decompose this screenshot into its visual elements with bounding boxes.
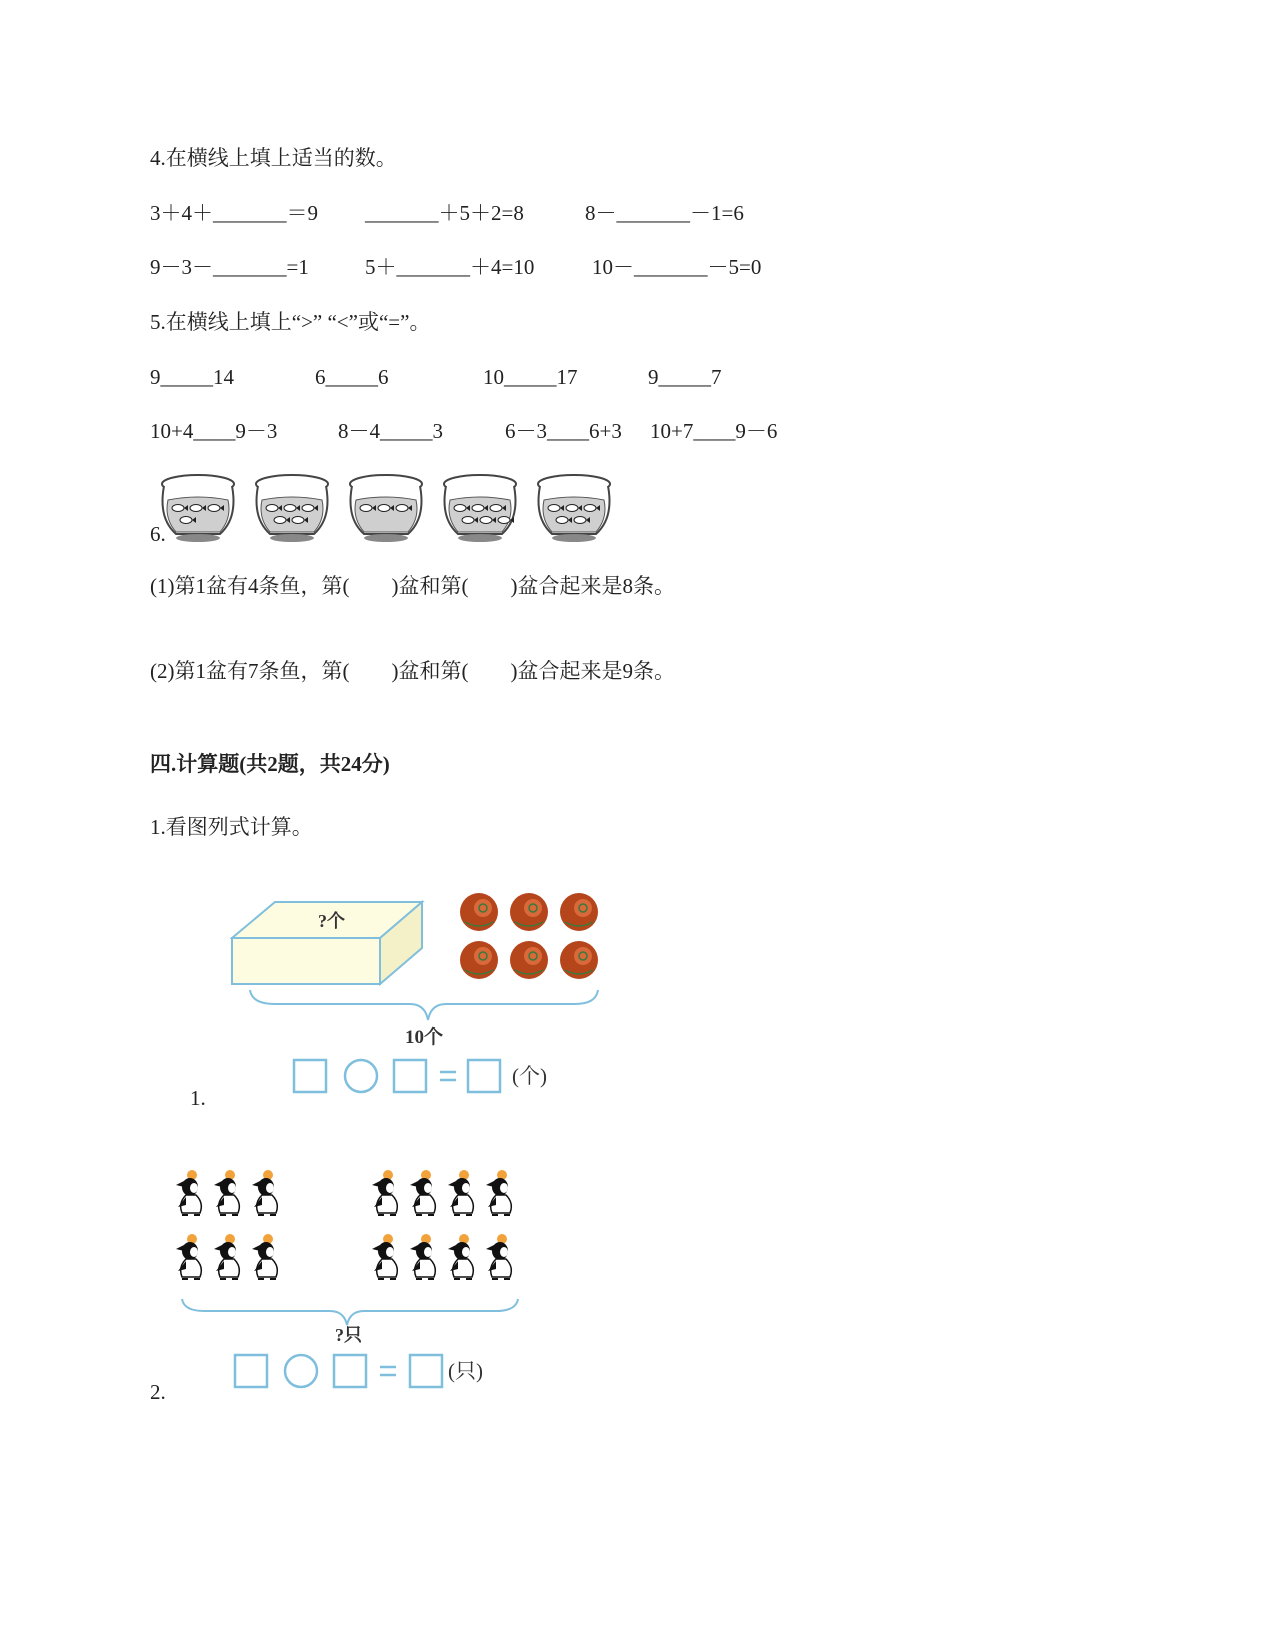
ball-icon <box>460 893 498 931</box>
q5-item: 10+7____9－6 <box>650 419 778 443</box>
fish-icon <box>462 517 474 524</box>
q5-item: 10_____17 <box>483 365 578 389</box>
equation-boxes <box>235 1355 442 1387</box>
total-label: 10个 <box>405 1027 444 1048</box>
unit-label: (只) <box>448 1359 483 1383</box>
bird-icon <box>176 1234 201 1279</box>
birds-group <box>176 1170 511 1279</box>
answer-box[interactable] <box>334 1355 366 1387</box>
ball-icon <box>560 941 598 979</box>
ball-icon <box>460 941 498 979</box>
total-label: ?只 <box>335 1325 362 1345</box>
q4-item: _______＋5＋2=8 <box>365 201 524 225</box>
fish-icon <box>302 505 314 512</box>
fish-icon <box>480 517 492 524</box>
section4-q1-title: 1.看图列式计算。 <box>150 815 313 839</box>
q5-item: 9_____14 <box>150 365 234 389</box>
q4-item: 10－_______－5=0 <box>592 255 762 279</box>
operator-circle[interactable] <box>285 1355 317 1387</box>
q5-title: 5.在横线上填上“>” “<”或“=”。 <box>150 310 431 334</box>
q6-number: 6. <box>150 522 166 546</box>
fishbowl-icon <box>350 475 422 542</box>
equation-boxes <box>294 1060 500 1092</box>
q6-part-2: (2)第1盆有7条鱼，第( )盆和第( )盆合起来是9条。 <box>150 659 675 683</box>
fishbowl-icon <box>444 475 516 542</box>
q4-title: 4.在横线上填上适当的数。 <box>150 146 397 170</box>
bird-icon <box>252 1170 277 1215</box>
bird-icon <box>176 1170 201 1215</box>
fish-icon <box>556 517 568 524</box>
q4-item: 9－3－_______=1 <box>150 255 309 279</box>
q5-item: 8－4_____3 <box>338 419 443 443</box>
fishbowl-icon <box>256 475 328 542</box>
q5-item: 6_____6 <box>315 365 389 389</box>
fishbowls-illustration <box>160 470 630 550</box>
figure-1-box-and-balls <box>230 880 630 1130</box>
unit-label: (个) <box>512 1064 547 1088</box>
bird-icon <box>252 1234 277 1279</box>
bird-icon <box>486 1170 511 1215</box>
fish-icon <box>454 505 466 512</box>
fish-icon <box>548 505 560 512</box>
bird-icon <box>410 1170 435 1215</box>
fish-icon <box>180 517 192 524</box>
fish-icon <box>490 505 502 512</box>
fish-icon <box>284 505 296 512</box>
fish-icon <box>472 505 484 512</box>
bird-icon <box>214 1170 239 1215</box>
fish-icon <box>498 517 510 524</box>
q4-item: 8－_______－1=6 <box>585 201 744 225</box>
bird-icon <box>214 1234 239 1279</box>
fish-icon <box>172 505 184 512</box>
q5-item: 9_____7 <box>648 365 722 389</box>
q4-item: 3＋4＋_______＝9 <box>150 201 318 225</box>
bird-icon <box>372 1234 397 1279</box>
answer-box[interactable] <box>294 1060 326 1092</box>
figure-2-birds <box>170 1165 540 1395</box>
ball-icon <box>510 941 548 979</box>
ball-icon <box>560 893 598 931</box>
operator-circle[interactable] <box>345 1060 377 1092</box>
answer-box[interactable] <box>394 1060 426 1092</box>
fish-icon <box>566 505 578 512</box>
fish-icon <box>208 505 220 512</box>
bird-icon <box>410 1234 435 1279</box>
answer-box[interactable] <box>468 1060 500 1092</box>
q4-item: 5＋_______＋4=10 <box>365 255 535 279</box>
q5-item: 6－3____6+3 <box>505 419 622 443</box>
q6-part-1: (1)第1盆有4条鱼，第( )盆和第( )盆合起来是8条。 <box>150 574 675 598</box>
bird-icon <box>486 1234 511 1279</box>
fish-icon <box>190 505 202 512</box>
q5-item: 10+4____9－3 <box>150 419 278 443</box>
balls-group <box>460 893 598 979</box>
bird-icon <box>372 1170 397 1215</box>
figure-2-number: 2. <box>150 1380 166 1404</box>
brace <box>182 1299 518 1325</box>
fish-icon <box>396 505 408 512</box>
brace <box>250 990 598 1020</box>
section-heading: 四.计算题(共2题，共24分) <box>150 752 390 776</box>
answer-box[interactable] <box>235 1355 267 1387</box>
fish-icon <box>274 517 286 524</box>
bird-icon <box>448 1234 473 1279</box>
ball-icon <box>510 893 548 931</box>
fishbowl-icon <box>162 475 234 542</box>
fish-icon <box>378 505 390 512</box>
fish-icon <box>360 505 372 512</box>
fishbowl-icon <box>538 475 610 542</box>
box-label: ?个 <box>318 911 345 931</box>
fish-icon <box>266 505 278 512</box>
answer-box[interactable] <box>410 1355 442 1387</box>
figure-1-number: 1. <box>190 1086 206 1110</box>
bird-icon <box>448 1170 473 1215</box>
fish-icon <box>574 517 586 524</box>
fish-icon <box>584 505 596 512</box>
fish-icon <box>292 517 304 524</box>
